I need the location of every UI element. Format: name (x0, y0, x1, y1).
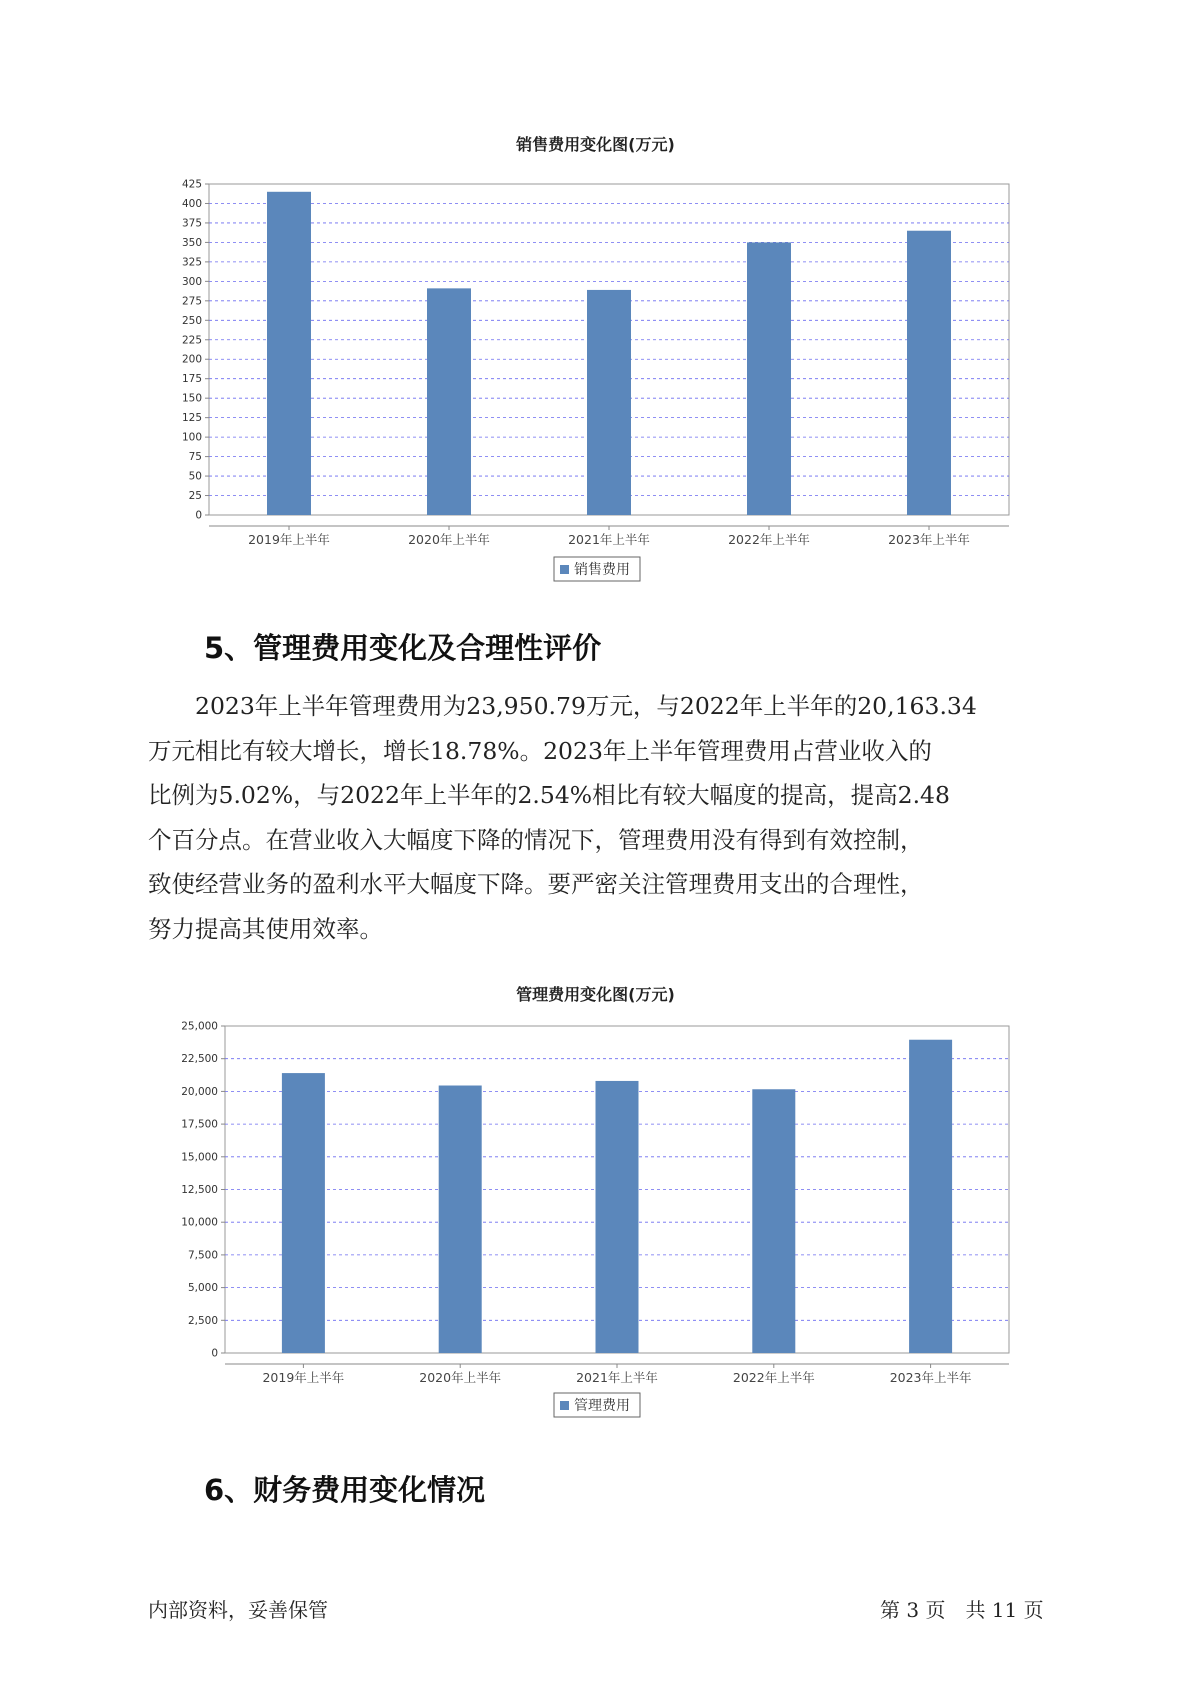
y-tick-label: 175 (181, 373, 202, 386)
y-tick-label: 25,000 (181, 1020, 218, 1033)
y-tick-label: 225 (181, 334, 202, 347)
y-tick-label: 12,500 (181, 1184, 218, 1196)
bar (587, 290, 631, 515)
y-tick-label: 200 (181, 353, 202, 366)
bar (439, 1086, 482, 1353)
y-tick-label: 350 (181, 236, 202, 249)
y-tick-label: 17,500 (181, 1118, 218, 1131)
footer-confidential: 内部资料，妥善保管 (148, 1598, 328, 1622)
paragraph-line: 2023年上半年管理费用为23,950.79万元，与2022年上半年的20,163.34 (148, 692, 977, 720)
y-tick-label: 2,500 (187, 1314, 218, 1327)
bar (907, 231, 951, 515)
x-tick-label: 2021年上半年 (568, 532, 650, 547)
admin-expense-chart (0, 1008, 1191, 1428)
y-tick-label: 5,000 (187, 1282, 218, 1295)
y-tick-label: 22,500 (181, 1053, 218, 1066)
y-tick-label: 75 (188, 451, 202, 464)
x-tick-label: 2019年上半年 (248, 532, 330, 547)
bar (747, 242, 791, 515)
y-tick-label: 400 (181, 197, 202, 210)
legend-swatch (560, 565, 569, 574)
x-tick-label: 2023年上半年 (889, 1370, 972, 1385)
y-tick-label: 375 (181, 217, 202, 230)
x-tick-label: 2020年上半年 (408, 532, 490, 547)
paragraph-line: 个百分点。在营业收入大幅度下降的情况下，管理费用没有得到有效控制， (148, 825, 924, 854)
y-tick-label: 10,000 (181, 1216, 218, 1229)
x-tick-label: 2022年上半年 (732, 1370, 815, 1385)
x-tick-label: 2021年上半年 (576, 1370, 658, 1385)
y-tick-label: 20,000 (181, 1085, 218, 1098)
y-tick-label: 25 (188, 490, 202, 503)
y-tick-label: 50 (188, 470, 202, 483)
paragraph-line: 万元相比有较大增长，增长18.78%。2023年上半年管理费用占营业收入的 (148, 736, 932, 765)
bar (909, 1040, 952, 1353)
bar (282, 1073, 325, 1353)
y-tick-label: 0 (211, 1347, 218, 1360)
sales-expense-chart (0, 160, 1191, 578)
y-tick-label: 100 (181, 431, 202, 444)
bar (267, 192, 311, 515)
bar (752, 1089, 795, 1353)
x-tick-label: 2023年上半年 (888, 532, 970, 547)
y-tick-label: 125 (181, 412, 202, 425)
paragraph-line: 致使经营业务的盈利水平大幅度下降。要严密关注管理费用支出的合理性， (148, 870, 924, 899)
y-tick-label: 15,000 (181, 1151, 218, 1164)
x-tick-label: 2022年上半年 (728, 532, 810, 547)
legend-swatch (560, 1401, 569, 1410)
y-tick-label: 250 (181, 314, 202, 327)
legend-label: 管理费用 (574, 1398, 630, 1414)
y-tick-label: 7,500 (187, 1249, 218, 1262)
x-tick-label: 2019年上半年 (262, 1370, 345, 1385)
y-tick-label: 0 (195, 509, 202, 522)
y-tick-label: 425 (181, 178, 202, 191)
y-tick-label: 300 (181, 275, 202, 288)
bar (427, 288, 471, 515)
x-tick-label: 2020年上半年 (419, 1370, 502, 1385)
paragraph-line: 努力提高其使用效率。 (148, 914, 383, 943)
section-6-heading: 6、财务费用变化情况 (204, 1473, 486, 1507)
y-tick-label: 150 (181, 392, 202, 405)
chart-title-admin: 管理费用变化图(万元) (516, 985, 675, 1004)
y-tick-label: 275 (181, 295, 202, 308)
footer-page-number: 第 3 页 共 11 页 (880, 1598, 1044, 1622)
paragraph-line: 比例为5.02%，与2022年上半年的2.54%相比有较大幅度的提高，提高2.48 (148, 781, 950, 810)
bar (596, 1081, 639, 1353)
legend-label: 销售费用 (574, 562, 630, 578)
chart-title-sales: 销售费用变化图(万元) (516, 135, 675, 154)
section-5-heading: 5、管理费用变化及合理性评价 (204, 631, 602, 665)
y-tick-label: 325 (181, 256, 202, 269)
section-5-paragraph (148, 684, 1080, 952)
